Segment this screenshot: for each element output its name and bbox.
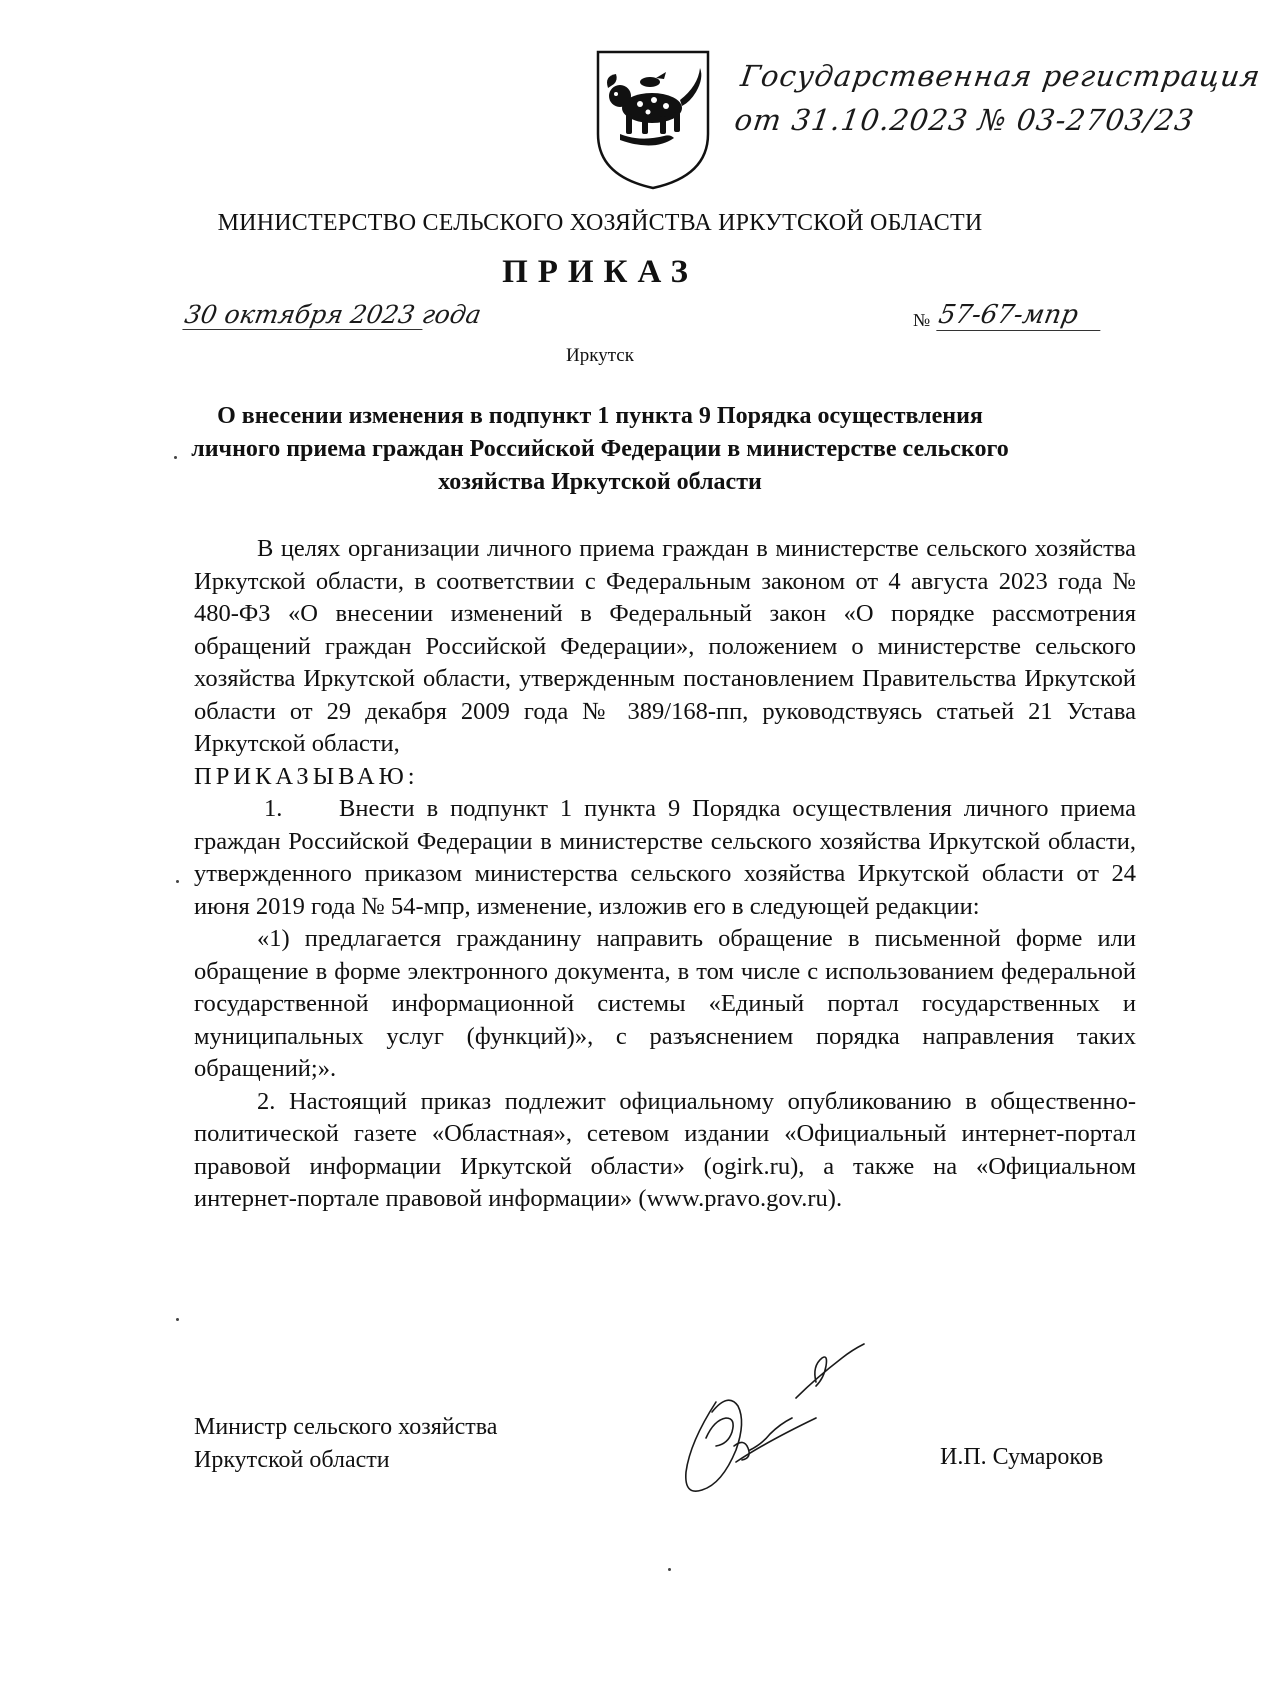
handwritten-signature	[676, 1342, 876, 1518]
position-line: Иркутской области	[194, 1447, 390, 1473]
decree-word: ПРИКАЗЫВАЮ:	[194, 762, 419, 790]
registration-note-line: от 31.10.2023 № 03-2703/23	[732, 103, 1197, 137]
coat-of-arms-icon	[594, 48, 712, 192]
registration-note-line: Государственная регистрация	[738, 59, 1263, 93]
preamble-paragraph: В целях организации личного приема граждан в министерстве сельского хозяйства Иркутской области, в соответствии с Федеральным законом от 4 августа 2023 года № 480-ФЗ «О внесении изменений в Федеральный закон «О порядке рассмотрения обращений граждан Российской Федерации», положением о министерстве сельского хозяйства Иркутской области, утвержденным постановлением Правительства Иркутской области от 29 декабря 2009 года № 389/168-пп, руководствуясь статьей 21 Устава Иркутской области,	[194, 535, 1136, 757]
scan-speck	[176, 880, 179, 883]
city: Иркутск	[566, 345, 634, 366]
scan-speck	[176, 1318, 179, 1321]
item-2-paragraph: 2. Настоящий приказ подлежит официальному опубликованию в общественно-политической газете «Областная», сетевом издании «Официальный интернет-портал правовой информации Иркутской области» (ogirk.ru), а также на «Официальном интернет-портале правовой информации» (www.pravo.gov.ru).	[194, 1087, 1136, 1212]
scan-speck	[668, 1568, 671, 1571]
item-1-paragraph	[194, 793, 1136, 923]
document-body	[194, 533, 1136, 1216]
document-type: ПРИКАЗ	[502, 254, 698, 290]
item-1-text: Внести в подпункт 1 пункта 9 Порядка осуществления личного приема граждан Российской Федерации в министерстве сельского хозяйства Иркутской области, утвержденного приказом министерства сельского хозяйства Иркутской области от 24 июня 2019 года № 54-мпр, изменение, изложив его в следующей редакции:	[194, 795, 1136, 920]
signatory-position	[194, 1411, 497, 1477]
document-subject: О внесении изменения в подпункт 1 пункта 9 Порядка осуществления личного приема граждан Российской Федерации в министерстве сельского хозяйства Иркутской области	[191, 403, 1009, 495]
document-date: 30 октября 2023 года	[182, 300, 484, 329]
item-1-number: 1.	[264, 795, 283, 822]
position-line: Министр сельского хозяйства	[194, 1414, 498, 1440]
registration-note	[732, 54, 1263, 142]
document-number	[913, 300, 1103, 336]
ministry-name: МИНИСТЕРСТВО СЕЛЬСКОГО ХОЗЯЙСТВА ИРКУТСКОЙ ОБЛАСТИ	[217, 210, 983, 236]
number-value: 57-67-мпр	[936, 300, 1105, 331]
signatory-name: И.П. Сумароков	[940, 1444, 1104, 1470]
scan-speck	[174, 456, 177, 459]
item-1-quote: «1) предлагается гражданину направить обращение в письменной форме или обращение в форме электронного документа, в том числе с использованием федеральной государственной информационной системы «Единый портал государственных и муниципальных услуг (функций)», с разъяснением порядка направления таких обращений;».	[194, 925, 1136, 1082]
number-prefix: №	[913, 310, 931, 330]
